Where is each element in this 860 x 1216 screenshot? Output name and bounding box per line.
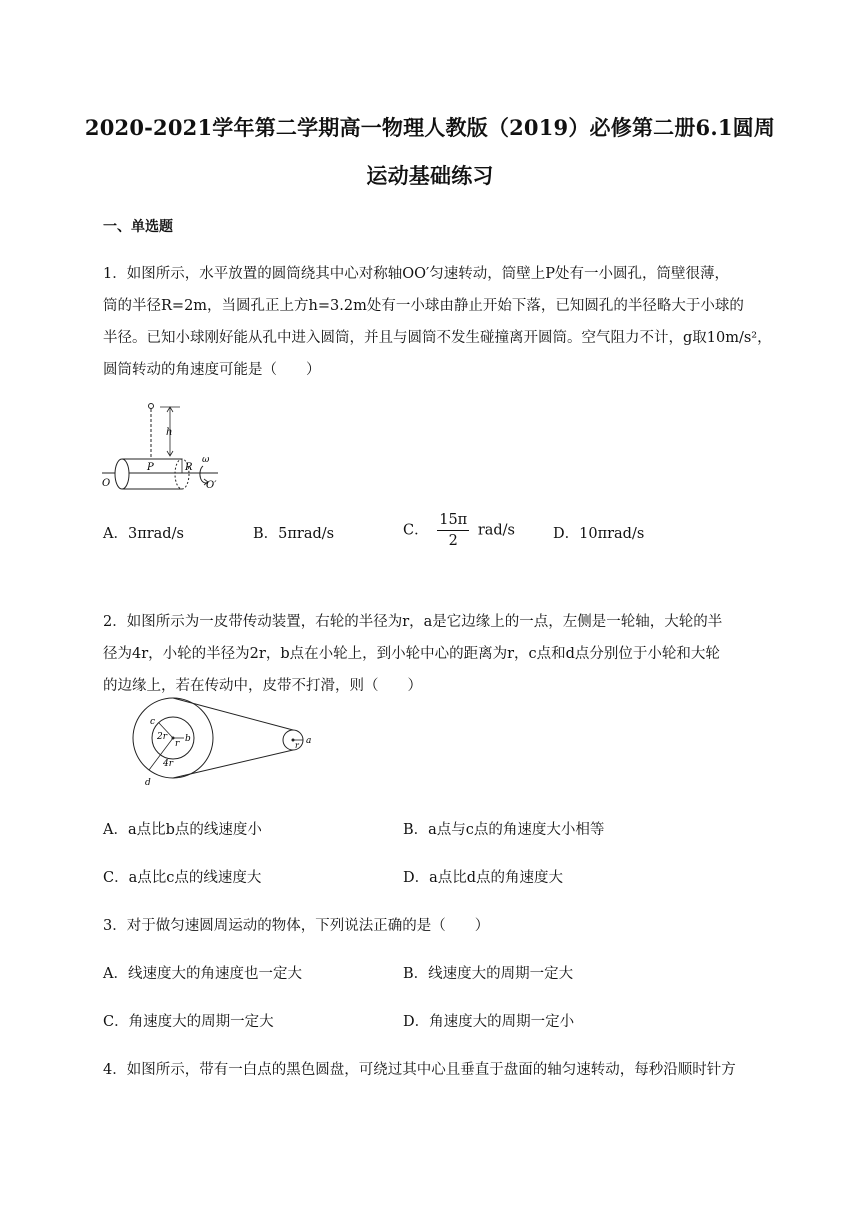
label-a: a <box>306 736 312 746</box>
section-heading: 一、单选题 <box>103 219 173 235</box>
label-O-prime: O′ <box>206 480 217 490</box>
q1-option-c-denominator: 2 <box>448 533 458 549</box>
q1-option-c-prefix: C． <box>403 522 429 539</box>
label-b: b <box>185 734 191 744</box>
belt-top <box>173 698 293 730</box>
q1-line-3: 半径。已知小球刚好能从孔中进入圆筒，并且与圆筒不发生碰撞离开圆筒。空气阻力不计，g取10m/s²， <box>103 330 772 346</box>
belt-drive-figure <box>125 690 325 790</box>
q2-line-3: 的边缘上，若在传动中，皮带不打滑，则（ ） <box>103 678 422 694</box>
q3-option-c[interactable]: C．角速度大的周期一定大 <box>103 1014 274 1030</box>
label-omega: ω <box>202 455 210 465</box>
q1-option-c-fraction <box>437 510 469 551</box>
q1-line-1: 1．如图所示，水平放置的圆筒绕其中心对称轴OO′匀速转动，筒壁上P处有一小圆孔，筒壁很薄， <box>103 266 730 282</box>
q3-option-d[interactable]: D．角速度大的周期一定小 <box>403 1014 575 1030</box>
q2-line-2: 径为4r，小轮的半径为2r，b点在小轮上，到小轮中心的距离为r，c点和d点分别位于小轮和大轮 <box>103 646 720 662</box>
q3-option-b[interactable]: B．线速度大的周期一定大 <box>403 966 574 982</box>
q2-line-1: 2．如图所示为一皮带传动装置，右轮的半径为r，a是它边缘上的一点，左侧是一轮轴，大轮的半 <box>103 614 723 630</box>
q1-option-a[interactable]: A．3πrad/s <box>103 526 184 542</box>
label-O: O <box>102 478 111 489</box>
question-2 <box>103 606 763 702</box>
label-r: r <box>175 739 180 749</box>
ball-icon <box>149 404 154 409</box>
belt-bottom <box>173 750 293 778</box>
title-line-2: 运动基础练习 <box>366 163 494 188</box>
label-c: c <box>150 717 156 727</box>
label-h: h <box>166 427 173 438</box>
q2-option-c[interactable]: C．a点比c点的线速度大 <box>103 870 262 886</box>
q2-option-b[interactable]: B．a点与c点的角速度大小相等 <box>403 822 605 838</box>
label-2r: 2r <box>157 732 168 742</box>
q1-option-d[interactable]: D．10πrad/s <box>553 526 645 542</box>
q1-line-4: 圆筒转动的角速度可能是（ ） <box>103 362 321 378</box>
q1-option-c[interactable] <box>403 510 515 551</box>
label-R: R <box>185 462 193 473</box>
q1-option-b[interactable]: B．5πrad/s <box>253 526 335 542</box>
cylinder-left-end <box>115 459 129 489</box>
q1-option-c-numerator: 15π <box>437 510 469 531</box>
q2-option-a[interactable]: A．a点比b点的线速度小 <box>103 822 262 838</box>
cylinder-figure <box>100 400 230 490</box>
q1-line-2: 筒的半径R=2m，当圆孔正上方h=3.2m处有一小球由静止开始下落，已知圆孔的半径略大于小球的 <box>103 298 744 314</box>
title-line-1: 2020-2021学年第二学期高一物理人教版（2019）必修第二册6.1圆周 <box>84 115 776 140</box>
q2-option-d[interactable]: D．a点比d点的角速度大 <box>403 870 564 886</box>
q3-option-a[interactable]: A．线速度大的角速度也一定大 <box>103 966 302 982</box>
label-4r: 4r <box>163 759 174 769</box>
question-3: 3．对于做匀速圆周运动的物体，下列说法正确的是（ ） <box>103 918 490 934</box>
label-P: P <box>147 462 154 473</box>
q1-option-c-unit: rad/s <box>477 522 515 539</box>
label-r-right: r <box>295 741 299 750</box>
question-1 <box>103 258 772 386</box>
question-4: 4．如图所示，带有一白点的黑色圆盘，可绕过其中心且垂直于盘面的轴匀速转动，每秒沿顺时针方 <box>103 1062 736 1078</box>
label-d: d <box>145 778 151 788</box>
